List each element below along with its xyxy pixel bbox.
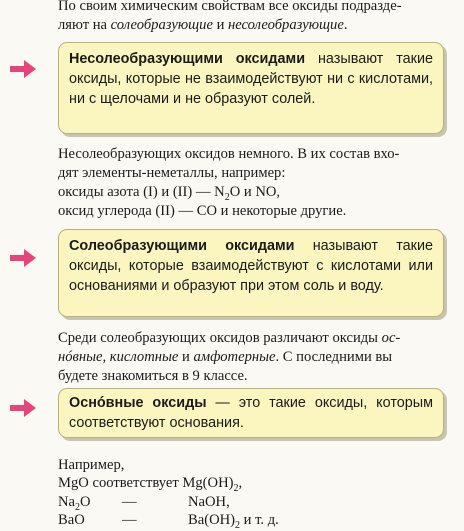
definition-term: Несолеобразующими оксидами — [69, 51, 306, 67]
arrow-right-icon — [8, 397, 38, 419]
textbook-page: По своим химическим свойствам все оксиды подразде- ляют на солеобразующие и несолеобразующие. Несолеобразующими оксидами называют такие оксиды, которые не взаимодействуют ни с кислотами, ни с щелочами и не образуют солей. Несолеобразующих оксидов немного. В их состав вхо- дят элементы-неметаллы, например: оксиды азота (I) и (II) — $N_2O$ и NO, оксид углерода (II) — CO и некоторые другие. Солеобразующими оксидами называют такие оксиды, которые взаимодействуют с кислотами или основаниями и образуют при этом соль и воду. Среди солеобразующих оксидов различают оксиды ос- нóвные, кислотные и амфотерные. С последними вы будете знакомиться в 9 классе. Оснóвные оксиды — это такие оксиды, которым соответствуют основания. Например, MgO соответствует $Mg(OH)_2$, $Na_2O$ — NaOH, BaO — $Ba(OH)_2$ и т. д. — [0, 0, 464, 530]
para2-line-2: дят элементы-неметаллы, например: — [58, 165, 286, 181]
intro-line-2: ляют на солеобразующие и несолеобразующие. — [58, 17, 348, 33]
definition-text: называют такие оксиды, которые взаимодействуют с кислотами или основаниями и образуют при этом соль и воду. — [69, 238, 433, 294]
para2-line-4: оксид углерода (II) — CO и некоторые другие. — [58, 203, 347, 219]
definition-box-non-salt-forming — [58, 42, 444, 134]
definition-text: называют такие оксиды, которые не взаимодействуют ни с кислотами, ни с щелочами и не образуют солей. — [69, 51, 433, 107]
intro-line-1: По своим химическим свойствам все оксиды подразде- — [58, 0, 402, 14]
examples-lead: Например, — [58, 457, 125, 473]
para3-line-1: Среди солеобразующих оксидов различают оксиды ос- — [58, 330, 401, 346]
definition-box-salt-forming — [58, 229, 444, 317]
intro-paragraph — [58, 0, 450, 35]
para2-line-1: Несолеобразующих оксидов немного. В их состав вхо- — [58, 146, 400, 162]
arrow-right-icon — [8, 247, 38, 269]
definition-term: Оснóвные оксиды — [69, 395, 207, 411]
para3-line-2: нóвные, кислотные и амфотерные. С последними вы — [58, 349, 393, 365]
paragraph-oxide-classes — [58, 329, 450, 386]
example-row-mgo: MgO соответствует $Mg(OH)_2$, — [58, 475, 243, 494]
para2-line-3: оксиды азота (I) и (II) — $N_2O$ и NO, — [58, 184, 281, 203]
definition-text: — это такие оксиды, которым соответствуют основания. — [69, 395, 433, 431]
definition-box-basic-oxides — [58, 388, 444, 438]
arrow-right-icon — [8, 58, 38, 80]
definition-term: Солеобразующими оксидами — [69, 238, 295, 254]
para3-line-3: будете знакомиться в 9 классе. — [58, 368, 248, 384]
paragraph-non-salt-forming-examples — [58, 145, 450, 221]
